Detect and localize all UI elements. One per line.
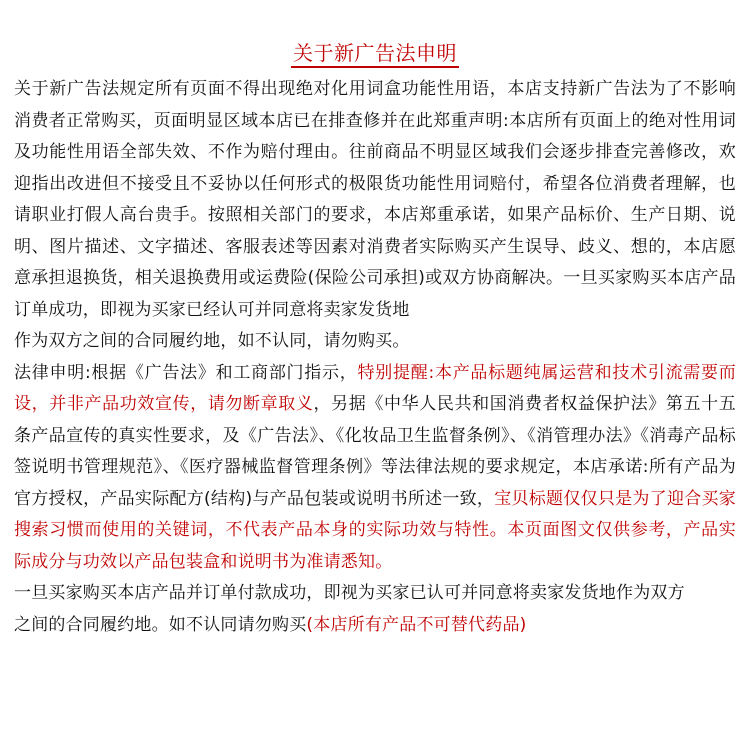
agreement-body: 一旦买家购买本店产品并订单付款成功，即视为买家已认可并同意将卖家发货地作为双方 [14, 583, 685, 603]
agreement-last-text: 之间的合同履约地。如不认同请勿购买 [14, 614, 307, 635]
legal-lead: 法律申明:根据《广告法》和工商部门指示， [14, 362, 358, 383]
statement-last-line: 作为双方之间的合同履约地，如不认同，请勿购买。 [14, 331, 410, 351]
statement-body: 关于新广告法规定所有页面不得出现绝对化用词盒功能性用语，本店支持新广告法为了不影响消费者正常购买，页面明显区域本店已在排查修并在此郑重声明:本店所有页面上的绝对性用词及功能性用语全部失效、不作为赔付理由。往前商品不明显区域我们会逐步排查完善修改，欢迎指出改进但不接受且不妥协以任何形式的极限货功能性用词赔付，希望各位消费者理解，也请职业打假人高台贵手。按照相关部门的要求，本店郑重承诺，如果产品标价、生产日期、说明、图片描述、文字描述、客服表述等因素对消费者实际购买产生误导、歧义、想的，本店愿意承担退换货，相关退换费用或运费险(保险公司承担)或双方协商解决。一旦买家购买本店产品订单成功，即视为买家已经认可并同意将卖家发货地 [14, 79, 736, 320]
paragraph-statement [14, 74, 736, 358]
legal-middle: ，另据《中华人民共和国消费者权益保护法》第五十五条产品宣传的真实性要求，及《广告法》、《化妆品卫生监督条例》、《消管理办法》《消毒产品标签说明书管理规范》、《医疗器械监督管理条例》等法律法规的要求规定，本店承诺:所有产品为官方授权，产品实际配方(结构)与产品包装或说明书所述一致， [14, 394, 736, 509]
paragraph-legal [14, 358, 736, 579]
agreement-last-line [14, 610, 736, 642]
agreement-last-red: (本店所有产品不可替代药品) [306, 614, 527, 635]
document-title: 关于新广告法申明 [291, 40, 459, 68]
paragraph-agreement [14, 578, 736, 641]
legal-notice: 宝贝标题仅仅只是为了迎合买家搜索习惯而使用的关键词，不代表产品本身的实际功效与特性。本页面图文仅供参考，产品实际成分与功效以产品包装盒和说明书为准请悉知。 [14, 488, 736, 572]
document [14, 40, 736, 641]
legal-warning: 特别提醒:本产品标题纯属运营和技术引流需要而设，并非产品功效宣传，请勿断章取义 [14, 362, 736, 414]
title-wrap [14, 40, 736, 68]
